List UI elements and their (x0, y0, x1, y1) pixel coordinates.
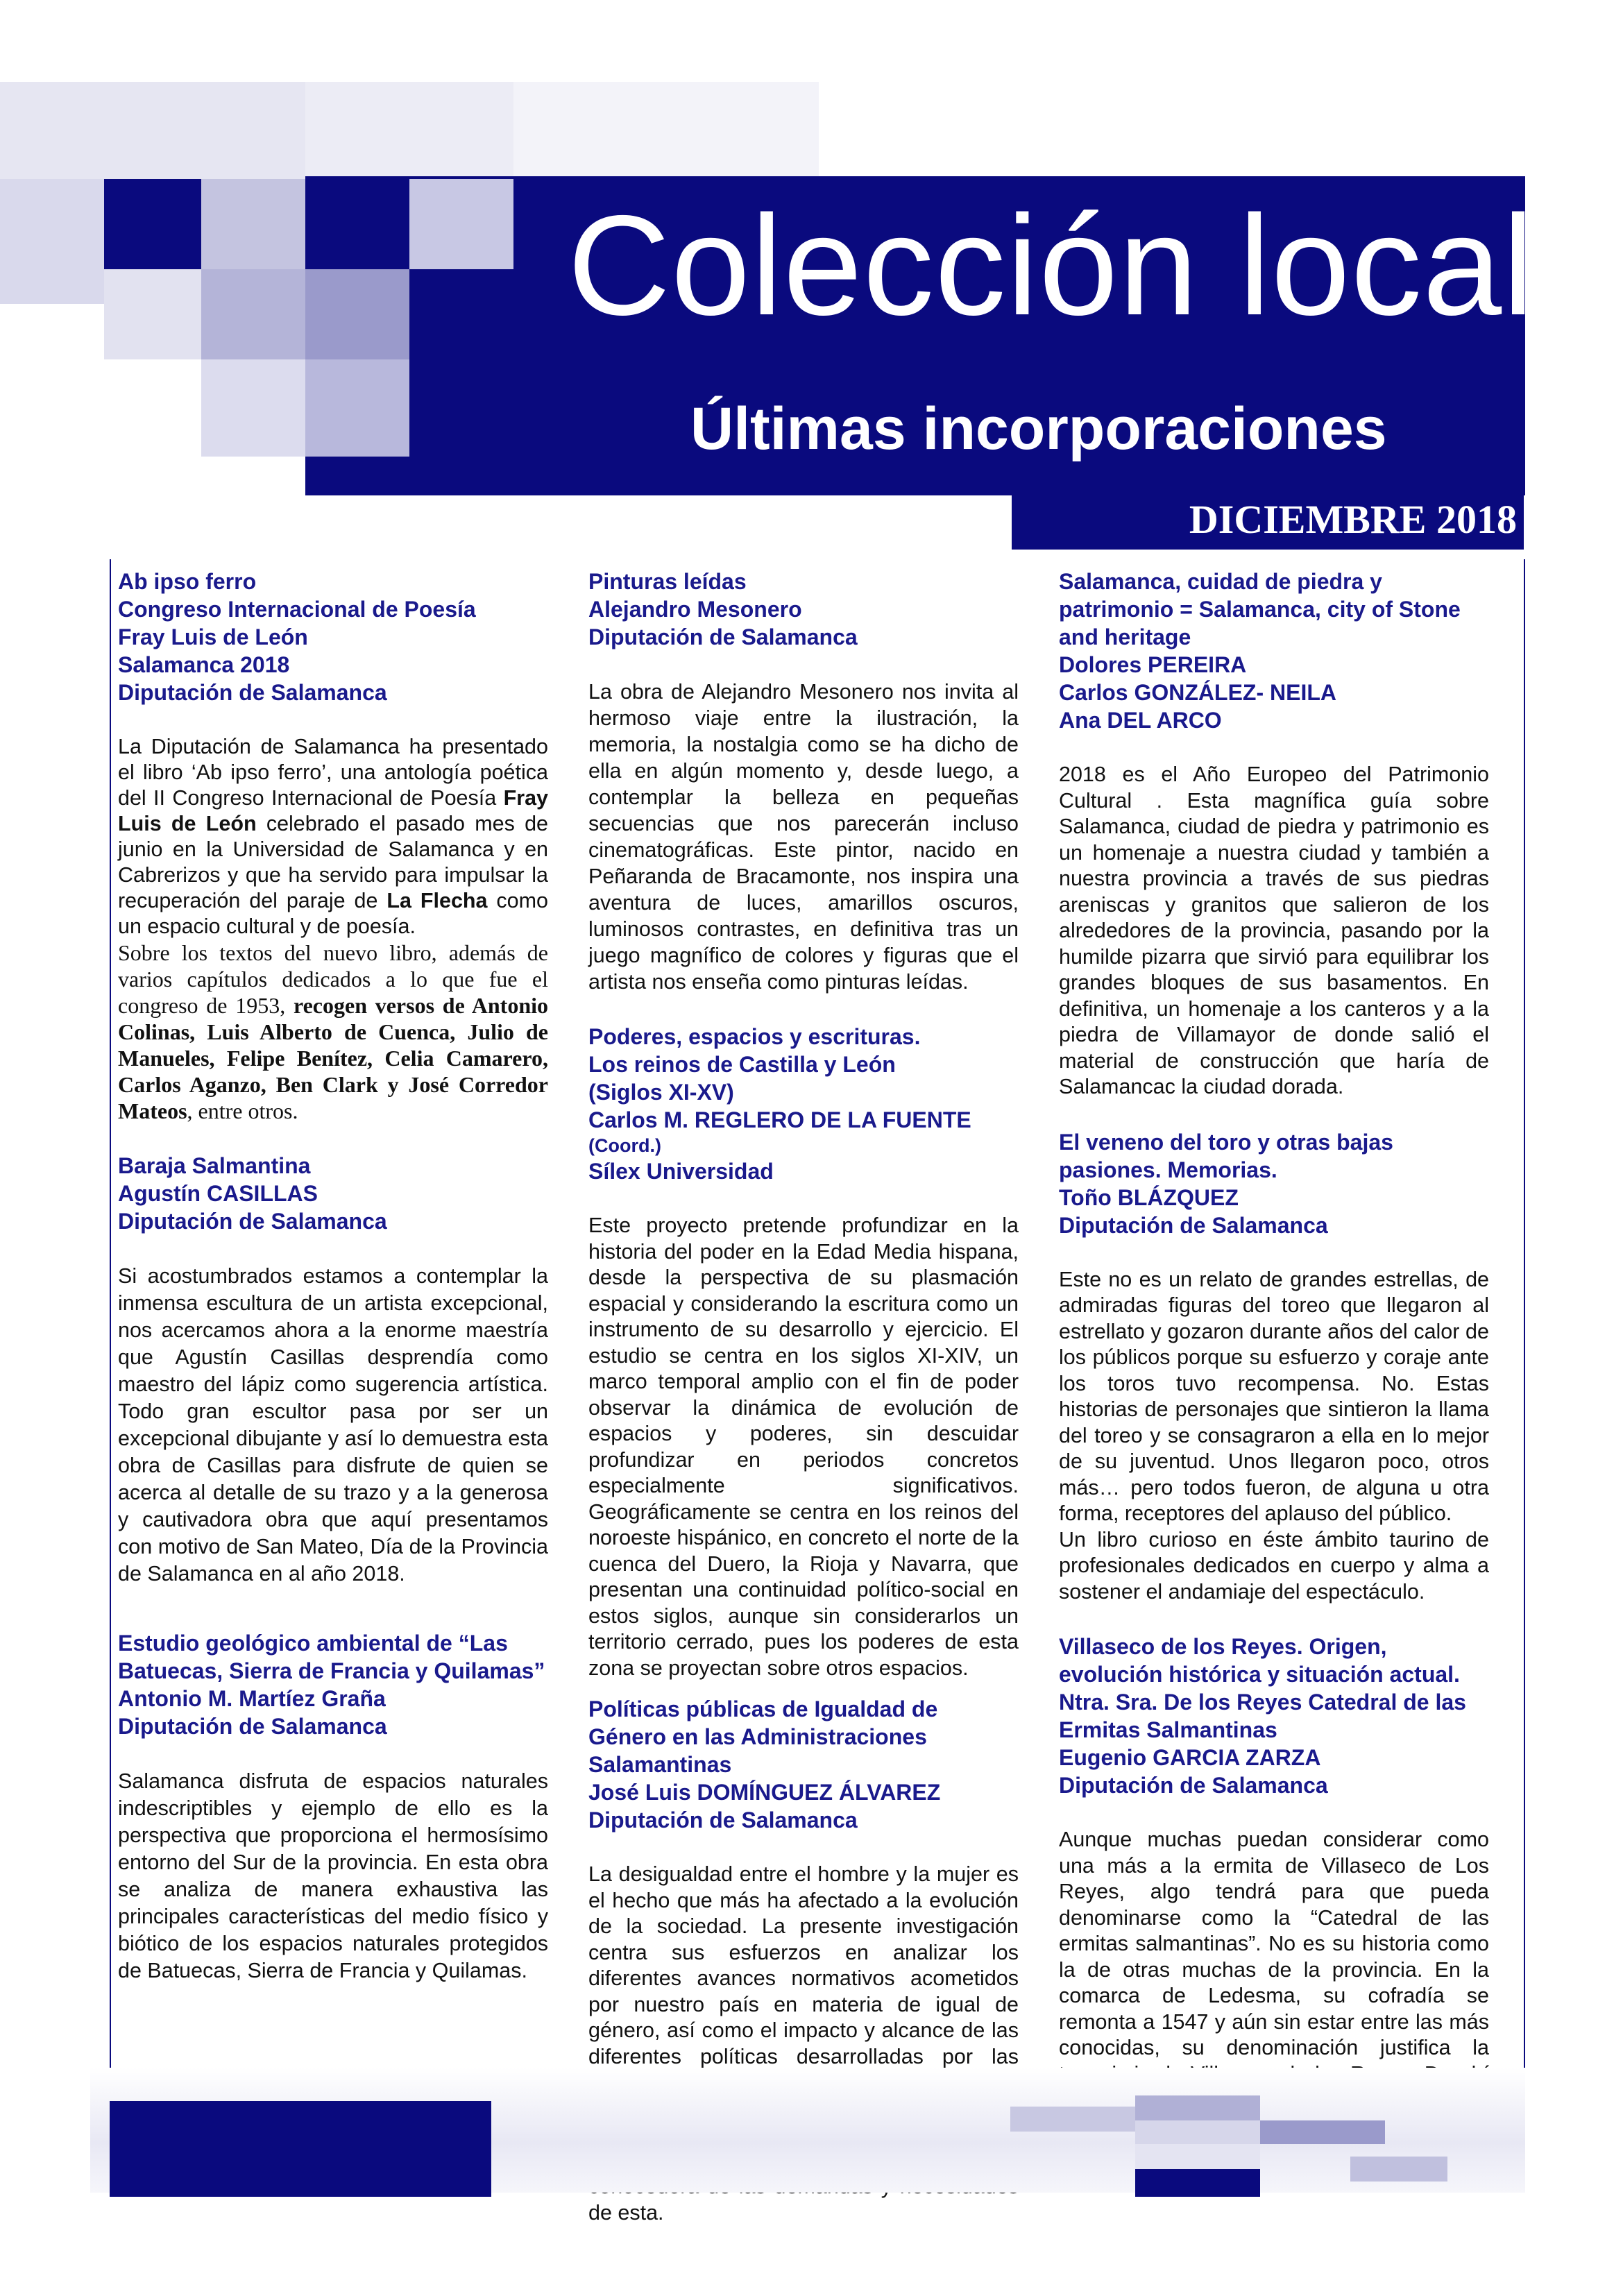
date-band (1012, 494, 1524, 550)
decor-square (305, 269, 409, 359)
article-heading: Poderes, espacios y escrituras. Los reinos de Castilla y León (Siglos XI-XV) Carlos M. REGLERO DE LA FUENTE (Coord.) Sílex Universidad (588, 1024, 971, 1184)
issue-date: DICIEMBRE 2018 (1189, 497, 1517, 542)
decor-square (201, 359, 305, 457)
decor-square (1135, 2169, 1260, 2197)
decor-square (409, 269, 513, 359)
column-2 (588, 568, 1019, 2226)
decor-square (513, 82, 819, 176)
article-heading: Salamanca, cuidad de piedra y patrimonio = Salamanca, city of Stone and heritage Dolores PEREIRA Carlos GONZÁLEZ- NEILA Ana DEL ARCO (1059, 569, 1461, 733)
article-body: Salamanca disfruta de espacios naturales indescriptibles y ejemplo de ello es la perspectiva que proporciona el hermosísimo entorno del Sur de la provincia. En esta obra se analiza de manera exhaustiva las principales características del medio físico y biótico de los espacios naturales protegidos de Batuecas, Sierra de Francia y Quilamas. (118, 1769, 548, 1982)
article-body: Este no es un relato de grandes estrellas, de admiradas figuras del toreo que llegaron al estrellato y gozaron durante años del calor de los públicos porque su esfuerzo y coraje ante los toros tuvo recompensa. No. Estas historias de personajes que sintieron la llama del toreo y se consagraron a ella en lo mejor de su juventud. Unos llegaron poco, otros más… pero todos fueron, de alguna u otra forma, receptores del aplauso del público. (1059, 1267, 1489, 1525)
article-heading: Pinturas leídas Alejandro Mesonero Diputación de Salamanca (588, 569, 858, 649)
article-body: Este proyecto pretende profundizar en la historia del poder en la Edad Media hispana, desde la perspectiva de su plasmación espacial y considerando la escritura como un instrumento de su desarrollo y ejercicio. El estudio se centra en los siglos XI-XIV, un marco temporal amplio con el fin de poder observar la dinámica de evolución de espacios y poderes, sin descuidar profundizar en periodos concretos especialmente significativos. Geográficamente se centra en los reinos del noroeste hispánico, en concreto el norte de la cuenca del Duero, la Rioja y Navarra, que presentan una continuidad político-social en estos siglos, aunque sin considerarlos un territorio cerrado, pues los poderes de esta zona se proyectan sobre otros espacios. (588, 1214, 1019, 1680)
decor-square (1010, 2107, 1135, 2132)
article-heading: Baraja Salmantina Agustín CASILLAS Diputación de Salamanca (118, 1153, 387, 1234)
page-title: Colección local (568, 186, 1535, 345)
decor-square (0, 179, 104, 304)
decor-square (305, 359, 409, 457)
decor-square (409, 179, 513, 269)
article-body: Sobre los textos del nuevo libro, además de varios capítulos dedicados a lo que fue el congreso de 1953, recogen versos de Antonio Colinas, Luis Alberto de Cuenca, Julio de Manueles, Felipe Benítez, Celia Camarero, Carlos Aganzo, Ben Clark y José Corredor Mateos, entre otros. (118, 940, 549, 1123)
decor-square (1350, 2157, 1447, 2182)
article-body: La desigualdad entre el hombre y la mujer es el hecho que más ha afectado a la evolución de la sociedad. La presente investigación centra sus esfuerzos en analizar los diferentes avances normativos acometidos por nuestro país en materia de igual de género, así como el impacto y alcance de las diferentes políticas desarrolladas por las de esta. (588, 1862, 1019, 2225)
article-body: La obra de Alejandro Mesonero nos invita al hermoso viaje entre la ilustración, la memoria, la nostalgia como se ha dicho de ella en algún momento y, desde luego, a contemplar la belleza en pequeñas secuencias que nos parecerán incluso cinematográficas. Este pintor, nacido en Peñaranda de Bracamonte, nos inspira una aventura de luces, amarillos oscuros, luminosos contrastes, en definitiva tras un juego magnífico de colores y figuras que el artista nos enseña como pinturas leídas. (588, 680, 1019, 994)
article-body: Aunque muchas puedan considerar como una más a la ermita de Villaseco de Los Reyes, algo tendrá para que pueda denominarse como la “Catedral de las ermitas salmantinas”. No es su historia como la de otras muchas de la provincia. En la comarca de Ledesma, su cofradía se remonta a 1547 y aún sin estar entre las más conocidas, su denominación justifica la (1059, 1828, 1489, 2059)
article-heading: El veneno del toro y otras bajas pasiones. Memorias. Toño BLÁZQUEZ Diputación de Salamanca (1059, 1129, 1393, 1238)
decor-square (0, 82, 305, 179)
article-heading: Villaseco de los Reyes. Origen, evolución histórica y situación actual. Ntra. Sra. De los Reyes Catedral de las Ermitas Salmantinas Eugenio GARCIA ZARZA Diputación de Salamanca (1059, 1634, 1466, 1798)
page-subtitle: Últimas incorporaciones (690, 396, 1387, 462)
column-1 (118, 568, 548, 1984)
article-body: Un libro curioso en éste ámbito taurino de profesionales dedicados en cuerpo y alma a sostener el andamiaje del espectáculo. (1059, 1527, 1489, 1604)
decor-square (110, 2101, 491, 2197)
decor-square (1135, 2095, 1260, 2120)
decor-square (104, 269, 201, 359)
decor-square (409, 359, 513, 457)
decor-square (1135, 2144, 1260, 2169)
decor-square (201, 179, 305, 269)
decor-square (1135, 2120, 1260, 2144)
article-body: La Diputación de Salamanca ha presentado el libro ‘Ab ipso ferro’, una antología poética del II Congreso Internacional de Poesía Fray Luis de León celebrado el pasado mes de junio en la Universidad de Salamanca y en Cabrerizos y que ha servido para impulsar la recuperación del paraje de La Flecha como un espacio cultural y de poesía. (118, 735, 548, 938)
article-body: Si acostumbrados estamos a contemplar la inmensa escultura de un artista excepcional, nos acercamos ahora a la enorme maestría que Agustín Casillas desprendía como maestro del lápiz como sugerencia artística. Todo gran escultor pasa por ser un excepcional dibujante y así lo demuestra esta obra de Casillas para disfrute de quien se acerca al detalle de su trazo y a la generosa y cautivadora obra que aquí presentamos con motivo de San Mateo, Día de la Provincia de Salamanca en al año 2018. (118, 1264, 548, 1585)
article-heading: Estudio geológico ambiental de “Las Batuecas, Sierra de Francia y Quilamas” Antonio M. Martíez Graña Diputación de Salamanca (118, 1631, 545, 1739)
article-heading: Políticas públicas de Igualdad de Género en las Administraciones Salamantinas José Luis DOMÍNGUEZ ÁLVAREZ Diputación de Salamanca (588, 1697, 941, 1832)
decor-square (305, 82, 513, 176)
column-3 (1059, 568, 1489, 2191)
article-heading: Ab ipso ferro Congreso Internacional de Poesía Fray Luis de León Salamanca 2018 Diputación de Salamanca (118, 569, 476, 705)
decor-square (104, 179, 201, 269)
decor-square (1260, 2120, 1385, 2144)
decor-square (201, 269, 305, 359)
article-body: 2018 es el Año Europeo del Patrimonio Cultural . Esta magnífica guía sobre Salamanca, ciudad de piedra y patrimonio es un homenaje a nuestra ciudad y también a nuestra provincia a través de sus piedras areniscas y granitos que salieron de los alrededores de la provincia, pasando por la humilde pizarra que sirvió para equilibrar los grandes bloques de sus basamentos. En definitiva, un homenaje a los canteros y a la piedra de Villamayor de donde salió el material de construcción que haría de Salamancac la ciudad dorada. (1059, 763, 1489, 1098)
